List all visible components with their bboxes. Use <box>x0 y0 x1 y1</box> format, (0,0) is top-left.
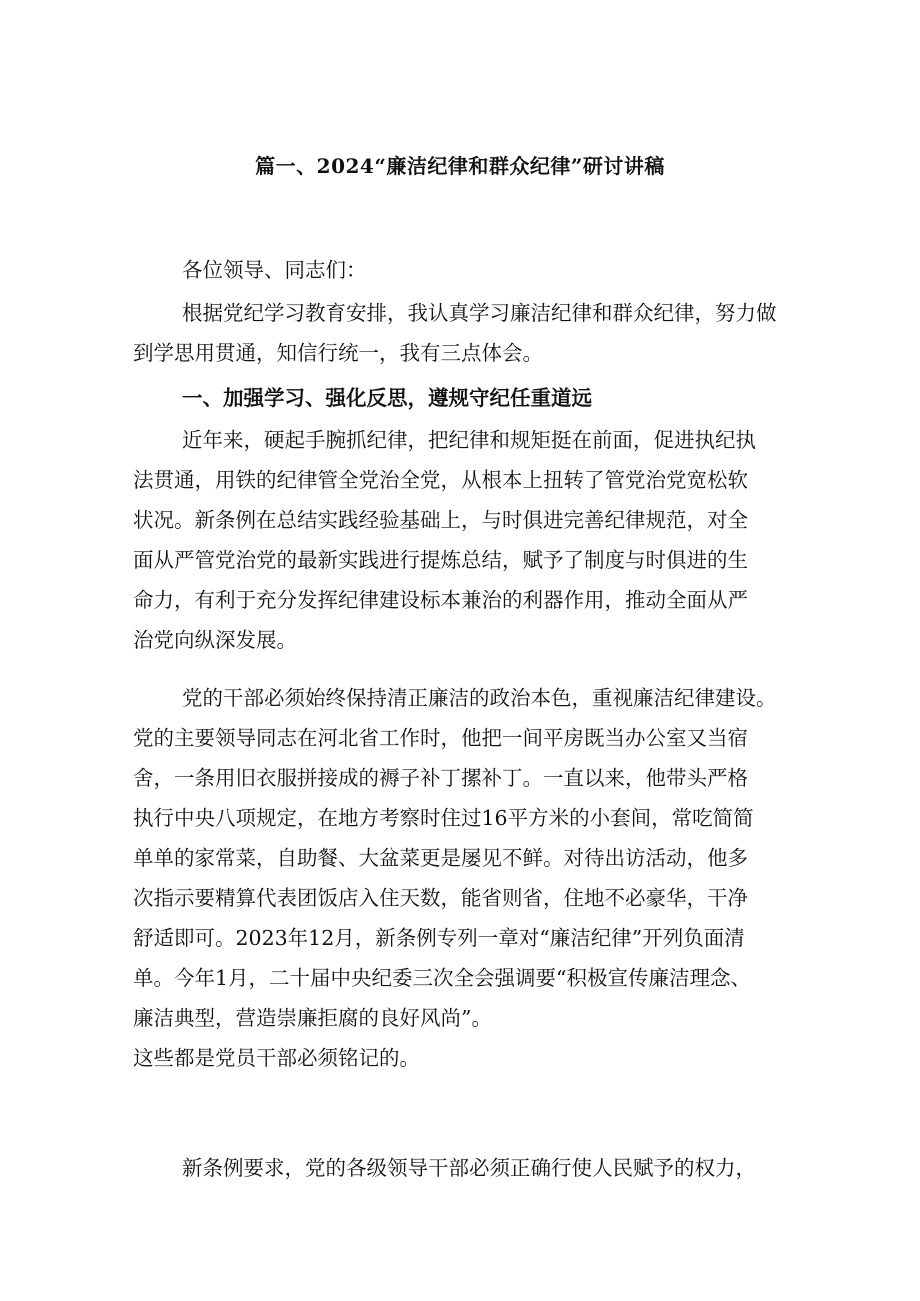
paragraph-line: 治党向纵深发展。 <box>133 628 297 652</box>
paragraph-line: 根据党纪学习教育安排，我认真学习廉洁纪律和群众纪律，努力做 <box>182 301 777 325</box>
paragraph-line: 新条例要求，党的各级领导干部必须正确行使人民赋予的权力， <box>182 1156 756 1180</box>
paragraph-1 <box>133 420 803 660</box>
intro-paragraph <box>133 293 803 373</box>
paragraph-line: 近年来，硬起手腕抓纪律，把纪律和规矩挺在前面，促进执纪执 <box>182 428 756 452</box>
paragraph-line: 党的干部必须始终保持清正廉洁的政治本色，重视廉洁纪律建设。 <box>182 686 777 710</box>
salutation-text: 各位领导、同志们： <box>182 258 367 282</box>
paragraph-line: 法贯通，用铁的纪律管全党治全党，从根本上扭转了管党治党宽松软 <box>133 468 748 492</box>
section-heading-text: 一、加强学习、强化反思，遵规守纪任重道远 <box>182 386 592 410</box>
paragraph-3 <box>133 1148 803 1188</box>
paragraph-line: 次指示要精算代表团饭店入住天数，能省则省，住地不必豪华，干净 <box>133 886 748 910</box>
paragraph-line: 状况。新条例在总结实践经验基础上，与时俱进完善纪律规范，对全 <box>133 508 748 532</box>
paragraph-line: 单单的家常菜，自助餐、大盆菜更是屡见不鲜。对待出访活动，他多 <box>133 846 748 870</box>
document-title: 篇一、2024“廉洁纪律和群众纪律”研讨讲稿 <box>255 154 665 178</box>
section-heading <box>133 378 803 418</box>
paragraph-line: 命力，有利于充分发挥纪律建设标本兼治的利器作用，推动全面从严 <box>133 588 748 612</box>
paragraph-line: 舍，一条用旧衣服拼接成的褥子补丁摞补丁。一直以来，他带头严格 <box>133 766 748 790</box>
paragraph-line: 廉洁典型，营造崇廉拒腐的良好风尚”。 <box>133 1006 492 1030</box>
paragraph-line: 执行中央八项规定，在地方考察时住过16平方米的小套间，常吃简简 <box>133 806 754 830</box>
paragraph-2 <box>133 678 803 1078</box>
paragraph-line: 面从严管党治党的最新实践进行提炼总结，赋予了制度与时俱进的生 <box>133 548 748 572</box>
paragraph-line: 党的主要领导同志在河北省工作时，他把一间平房既当办公室又当宿 <box>133 726 748 750</box>
paragraph-line: 这些都是党员干部必须铭记的。 <box>133 1046 420 1070</box>
salutation <box>133 250 803 290</box>
paragraph-line: 单。今年1月，二十届中央纪委三次全会强调要“积极宣传廉洁理念、 <box>133 966 752 990</box>
paragraph-line: 舒适即可。2023年12月，新条例专列一章对“廉洁纪律”开列负面清 <box>133 926 745 950</box>
paragraph-line: 到学思用贯通，知信行统一，我有三点体会。 <box>133 341 543 365</box>
